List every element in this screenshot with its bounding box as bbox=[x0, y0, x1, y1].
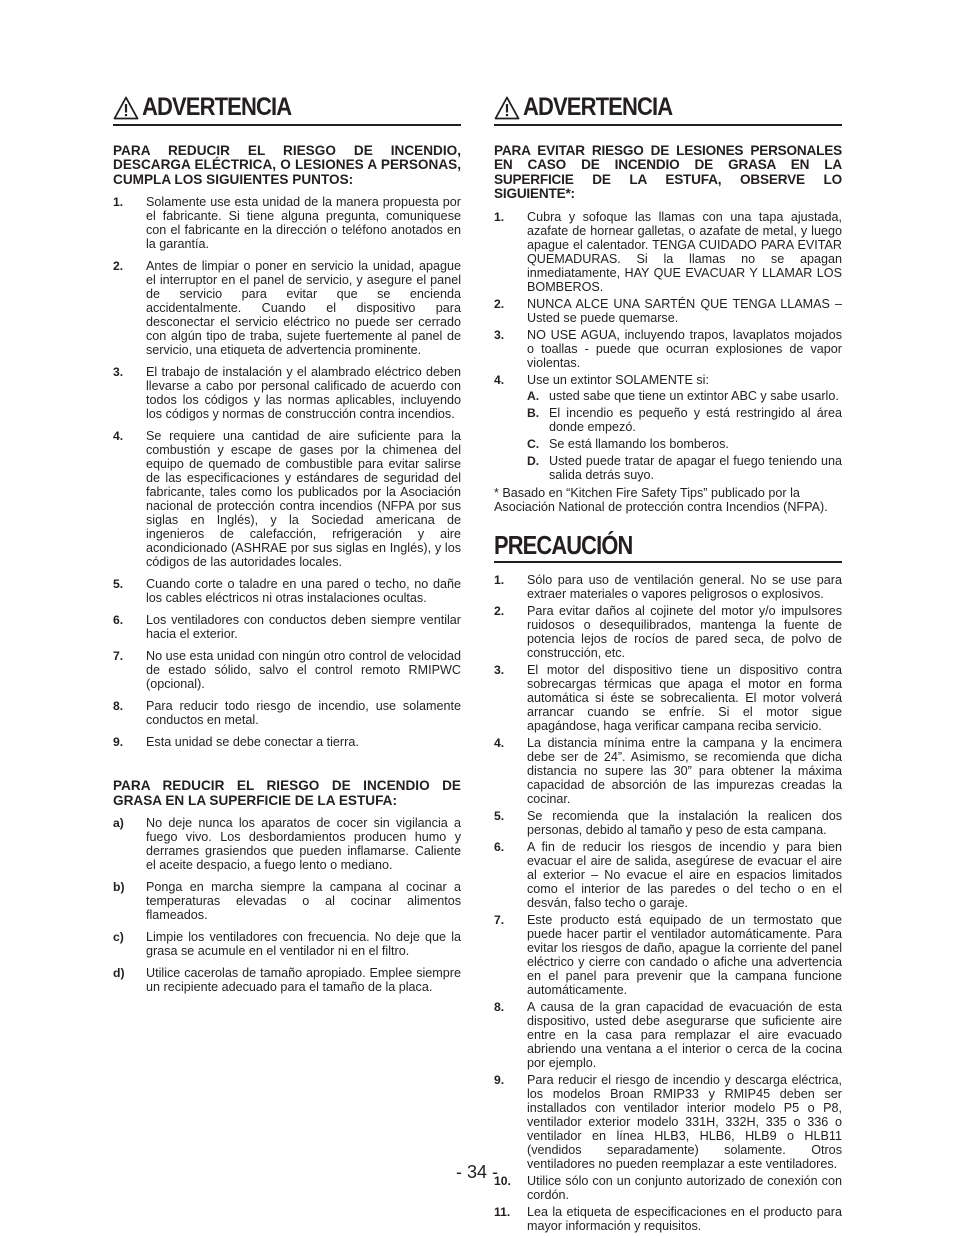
list-item-text: Se requiere una cantidad de aire suficiente para la combustión y escape de gases por la chimenea del equipo de quemado de combustible para evitar salirse de las especificaciones y estándares de seguridad del fabricante, tales como los publicados por la Asociación nacional de protección contra incendios (NFPA por sus siglas en Inglés), y la Sociedad americana de ingenieros de calefacción, refrigeración y aire acondicionado (ASHRAE por sus siglas en Inglés), y los códigos de las autoridades locales. bbox=[146, 429, 461, 570]
precaution-title-text: PRECAUCIÓN bbox=[494, 529, 633, 560]
list-item bbox=[113, 195, 461, 251]
list-item-text: Utilice sólo con un conjunto autorizado de conexión con cordón. bbox=[527, 1173, 842, 1202]
list-item bbox=[113, 577, 461, 605]
list-item-number: 1. bbox=[494, 209, 505, 224]
list-item-number: 8. bbox=[494, 999, 505, 1014]
list-item bbox=[494, 604, 842, 660]
list-item-text: Limpie los ventiladores con frecuencia. No deje que la grasa se acumule en el ventilador ni en el filtro. bbox=[146, 930, 461, 959]
list-item-text: El motor del dispositivo tiene un dispositivo contra sobrecargas térmicas que apaga el motor en forma automática si éste se sobrecalienta. El motor volverá arrancar cuando se enfríe. Si el motor sigue apagándose, haga verificar campana reciba servicio. bbox=[527, 662, 842, 733]
list-item-text: Lea la etiqueta de especificaciones en el producto para mayor información y requisitos. bbox=[527, 1204, 842, 1233]
warning-triangle-icon bbox=[494, 96, 520, 120]
list-item-text: Use un extintor SOLAMENTE si: bbox=[527, 372, 709, 387]
list-item-number: 1. bbox=[494, 572, 505, 587]
list-item bbox=[494, 210, 842, 294]
warning-title-text: ADVERTENCIA bbox=[523, 93, 673, 121]
fire-injury-list bbox=[494, 210, 842, 482]
footnote: * Basado en “Kitchen Fire Safety Tips” publicado por la Asociación National de protección contra Incendios (NFPA). bbox=[494, 485, 828, 514]
list-item bbox=[494, 328, 842, 370]
list-item bbox=[113, 735, 461, 749]
list-item bbox=[113, 966, 461, 994]
list-item-text: A fin de reducir los riesgos de incendio y para bien evacuar el aire de salida, asegúrese de evacuar el aire al exterior – No evacue el aire en espacios limitados como el interior de las paredes o del techo o en el desván, falso techo o garaje. bbox=[527, 839, 842, 910]
list-item-number: 6. bbox=[113, 613, 124, 628]
sub-list-item bbox=[527, 406, 842, 434]
list-item bbox=[113, 429, 461, 569]
list-item-text: El trabajo de instalación y el alambrado eléctrico deben llevarse a cabo por personal calificado de acuerdo con todos los códigos y las normas aplicables, incluyendo los códigos y normas de construcción contra incendios. bbox=[146, 365, 461, 422]
section-heading: PARA EVITAR RIESGO DE LESIONES PERSONALES EN CASO DE INCENDIO DE GRASA EN LA SUPERFICIE DE LA ESTUFA, OBSERVE LO SIGUIENTE*: bbox=[494, 143, 842, 202]
warning-title-right bbox=[494, 84, 842, 126]
list-item-text: Sólo para uso de ventilación general. No se use para extraer materiales o vapores peligrosos o explosivos. bbox=[527, 572, 842, 601]
right-column bbox=[494, 84, 842, 1236]
list-item-number: 5. bbox=[113, 577, 124, 592]
list-item-number: 7. bbox=[494, 912, 505, 927]
list-item-number: d) bbox=[113, 966, 125, 981]
warning-triangle-icon bbox=[113, 96, 139, 120]
list-item bbox=[113, 699, 461, 727]
list-item-text: Cuando corte o taladre en una pared o techo, no dañe los cables eléctricos ni otras instalaciones ocultas. bbox=[146, 577, 461, 606]
list-item-number: 9. bbox=[494, 1072, 505, 1087]
section-heading: PARA REDUCIR EL RIESGO DE INCENDIO DE GRASA EN LA SUPERFICIE DE LA ESTUFA: bbox=[113, 778, 461, 808]
sub-list-item-letter: C. bbox=[527, 436, 540, 451]
list-item-number: a) bbox=[113, 816, 124, 831]
list-item-text: Ponga en marcha siempre la campana al cocinar a temperaturas elevadas o al cocinar alimentos flameados. bbox=[146, 880, 461, 923]
list-item-number: 5. bbox=[494, 808, 505, 823]
list-item-number: 4. bbox=[494, 735, 505, 750]
list-item-number: 9. bbox=[113, 735, 124, 750]
list-item-number: 2. bbox=[113, 259, 124, 274]
list-item-text: Solamente use esta unidad de la manera propuesta por el fabricante. Si tiene alguna pregunta, comuniquese con el fabricante en la dirección o teléfono anotados en la garantía. bbox=[146, 195, 461, 252]
extinguisher-conditions-list bbox=[527, 389, 842, 482]
sub-list-item-letter: B. bbox=[527, 405, 540, 420]
list-item-number: 8. bbox=[113, 699, 124, 714]
page-number: - 34 - bbox=[455, 1162, 498, 1182]
list-item-number: 3. bbox=[494, 662, 505, 677]
sub-list-item bbox=[527, 437, 842, 451]
list-item bbox=[494, 1073, 842, 1171]
left-column bbox=[113, 84, 461, 1002]
sub-list-item bbox=[527, 454, 842, 482]
list-item-number: 10. bbox=[494, 1173, 511, 1188]
list-item-number: 4. bbox=[113, 429, 124, 444]
list-item bbox=[113, 816, 461, 872]
sub-list-item bbox=[527, 389, 842, 403]
list-item bbox=[494, 1205, 842, 1233]
sub-list-item-letter: A. bbox=[527, 388, 540, 403]
list-item-number: 11. bbox=[494, 1204, 511, 1219]
list-item-text: La distancia mínima entre la campana y la encimera debe ser de 24”. Asimismo, se recomienda que dicha distancia no supere las 30” para obtener la máxima capacidad de absorción de las impurezas creadas la cocinar. bbox=[527, 735, 842, 806]
list-item bbox=[113, 649, 461, 691]
list-item-number: 7. bbox=[113, 649, 124, 664]
list-item-text: Para evitar daños al cojinete del motor y/o impulsores ruidosos o desequilibrados, mantenga la fuente de potencia lejos de rocíos de pared seca, de polvo de construcción, etc. bbox=[527, 603, 842, 660]
warning-list bbox=[113, 195, 461, 749]
list-item bbox=[494, 840, 842, 910]
list-item bbox=[113, 365, 461, 421]
list-item-text: NUNCA ALCE UNA SARTÉN QUE TENGA LLAMAS – Usted se puede quemarse. bbox=[527, 296, 842, 325]
sub-list-item-text: El incendio es pequeño y está restringido al área donde empezó. bbox=[549, 405, 842, 434]
list-item-number: b) bbox=[113, 880, 125, 895]
sub-list-item-text: Usted puede tratar de apagar el fuego teniendo una salida detrás suyo. bbox=[549, 453, 842, 482]
list-item bbox=[494, 809, 842, 837]
list-item-number: 1. bbox=[113, 195, 124, 210]
list-item bbox=[494, 373, 842, 482]
list-item-number: 3. bbox=[113, 365, 124, 380]
grease-fire-list bbox=[113, 816, 461, 994]
list-item-number: 2. bbox=[494, 296, 505, 311]
precaution-title bbox=[494, 524, 842, 563]
list-item-number: 2. bbox=[494, 603, 505, 618]
list-item-text: Esta unidad se debe conectar a tierra. bbox=[146, 735, 359, 750]
list-item-text: Este producto está equipado de un termostato que puede hacer partir el ventilador automáticamente. Para evitar los riesgos de daño, apague la corriente del panel eléctrico y cierre con candado o afiche una advertencia en el panel para prevenir que la campana funcione automáticamente. bbox=[527, 912, 842, 997]
list-item bbox=[113, 930, 461, 958]
list-item bbox=[113, 880, 461, 922]
list-item-text: Para reducir todo riesgo de incendio, use solamente conductos en metal. bbox=[146, 699, 461, 728]
list-item-text: No use esta unidad con ningún otro control de velocidad de estado sólido, salvo el control remoto RMIPWC (opcional). bbox=[146, 649, 461, 692]
list-item-text: Para reducir el riesgo de incendio y descarga eléctrica, los modelos Broan RMIP33 y RMIP45 deben ser installados con ventilador interior modelo P5 o P8, ventilador exterior modelo 331H, 332H, 335 o 336 o ventilador en línea HLB3, HLB6, HLB9 o HLB11 (vendidos separadamente) solamente. Otros ventiladores no pueden reemplazar a este ventiladores. bbox=[527, 1072, 842, 1171]
sub-list-item-text: Se está llamando los bomberos. bbox=[549, 436, 729, 451]
list-item-text: A causa de la gran capacidad de evacuación de esta dispositivo, usted debe asegurarse que suficiente aire entre en la casa para remplazar el aire evacuado abriendo una ventana a el interior o cerca de la cocina por ejemplo. bbox=[527, 999, 842, 1070]
list-item-text: Utilice cacerolas de tamaño apropiado. Emplee siempre un recipiente adecuado para el tamaño de la placa. bbox=[146, 966, 461, 995]
warning-title-left bbox=[113, 84, 461, 126]
list-item bbox=[113, 613, 461, 641]
sub-list-item-text: usted sabe que tiene un extintor ABC y sabe usarlo. bbox=[549, 388, 839, 403]
list-item bbox=[494, 1000, 842, 1070]
list-item-number: c) bbox=[113, 930, 124, 945]
list-item bbox=[494, 736, 842, 806]
list-item-number: 4. bbox=[494, 372, 505, 387]
list-item-number: 3. bbox=[494, 327, 505, 342]
list-item bbox=[494, 663, 842, 733]
section-heading: PARA REDUCIR EL RIESGO DE INCENDIO, DESCARGA ELÉCTRICA, O LESIONES A PERSONAS, CUMPLA LOS SIGUIENTES PUNTOS: bbox=[113, 143, 461, 187]
list-item-text: Los ventiladores con conductos deben siempre ventilar hacia el exterior. bbox=[146, 613, 461, 642]
list-item-text: Cubra y sofoque las llamas con una tapa ajustada, azafate de hornear galletas, o azafate de metal, y luego apague el calentador. TENGA CUIDADO PARA EVITAR QUEMADURAS. Si la llamas no se apagan inmediatamente, HAY QUE EVACUAR Y LLAMAR LOS BOMBEROS. bbox=[527, 209, 842, 294]
list-item bbox=[494, 297, 842, 325]
precaution-list bbox=[494, 573, 842, 1233]
list-item bbox=[494, 573, 842, 601]
list-item-text: No deje nunca los aparatos de cocer sin vigilancia a fuego vivo. Los desbordamientos producen humo y derrames grasiendos que pueden inflamarse. Caliente el aceite despacio, a fuego lento o mediano. bbox=[146, 816, 461, 873]
list-item-number: 6. bbox=[494, 839, 505, 854]
list-item-text: NO USE AGUA, incluyendo trapos, lavaplatos mojados o toallas - puede que ocurran explosiones de vapor violentas. bbox=[527, 327, 842, 370]
list-item bbox=[113, 259, 461, 357]
list-item-text: Antes de limpiar o poner en servicio la unidad, apague el interruptor en el panel de servicio, y asegure el panel de servicio para evitar que se encienda accidentalmente. Cuando el dispositivo para desconectar el servicio eléctrico no puede ser cerrado con algún tipo de traba, sujete fuertemente al panel de servicio, una etiqueta de advertencia prominente. bbox=[146, 259, 461, 358]
list-item-text: Se recomienda que la instalación la realicen dos personas, debido al tamaño y peso de esta campana. bbox=[527, 808, 842, 837]
warning-title-text: ADVERTENCIA bbox=[142, 93, 292, 121]
list-item bbox=[494, 913, 842, 997]
sub-list-item-letter: D. bbox=[527, 453, 540, 468]
